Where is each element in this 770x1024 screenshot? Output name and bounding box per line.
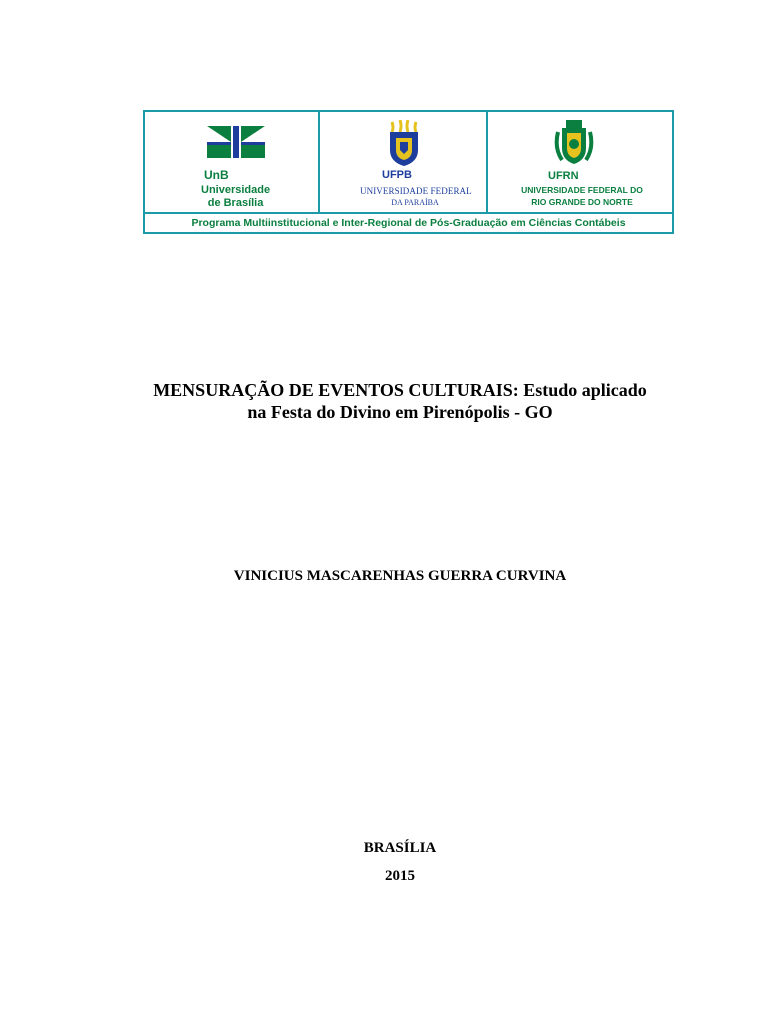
ufpb-abbreviation: UFPB [382,169,412,181]
author-name: VINICIUS MASCARENHAS GUERRA CURVINA [233,568,567,584]
unb-abbreviation: UnB [204,168,229,182]
ufrn-name-line2: RIO GRANDE DO NORTE [531,197,633,207]
title-line1: MENSURAÇÃO DE EVENTOS CULTURAIS: Estudo aplicado [153,380,647,400]
ufpb-crest-icon [384,120,424,168]
unb-logo-cell [145,112,320,212]
title-line2: na Festa do Divino em Pirenópolis - GO [247,402,553,422]
program-name: Programa Multiinstitucional e Inter-Regional de Pós-Graduação em Ciências Contábeis [145,212,672,232]
unb-full-name [201,184,270,210]
year: 2015 [385,868,415,884]
ufrn-full-name [512,184,652,208]
unb-name-line1: Universidade [201,184,271,196]
ufrn-abbreviation: UFRN [548,170,579,182]
unb-name-line2: de Brasília [207,197,264,209]
ufrn-name-line1: UNIVERSIDADE FEDERAL DO [521,185,643,195]
ufpb-logo-cell [320,112,488,212]
ufpb-name-line2: DA PARAÍBA [391,198,439,207]
document-title [100,379,700,423]
city: BRASÍLIA [363,840,437,856]
logo-row [145,112,672,212]
ufrn-crest-icon [552,118,596,170]
ufrn-logo-cell [488,112,672,212]
unb-emblem-icon [205,124,267,160]
institution-header [143,110,674,234]
ufpb-name-line1: UNIVERSIDADE FEDERAL [360,186,472,196]
